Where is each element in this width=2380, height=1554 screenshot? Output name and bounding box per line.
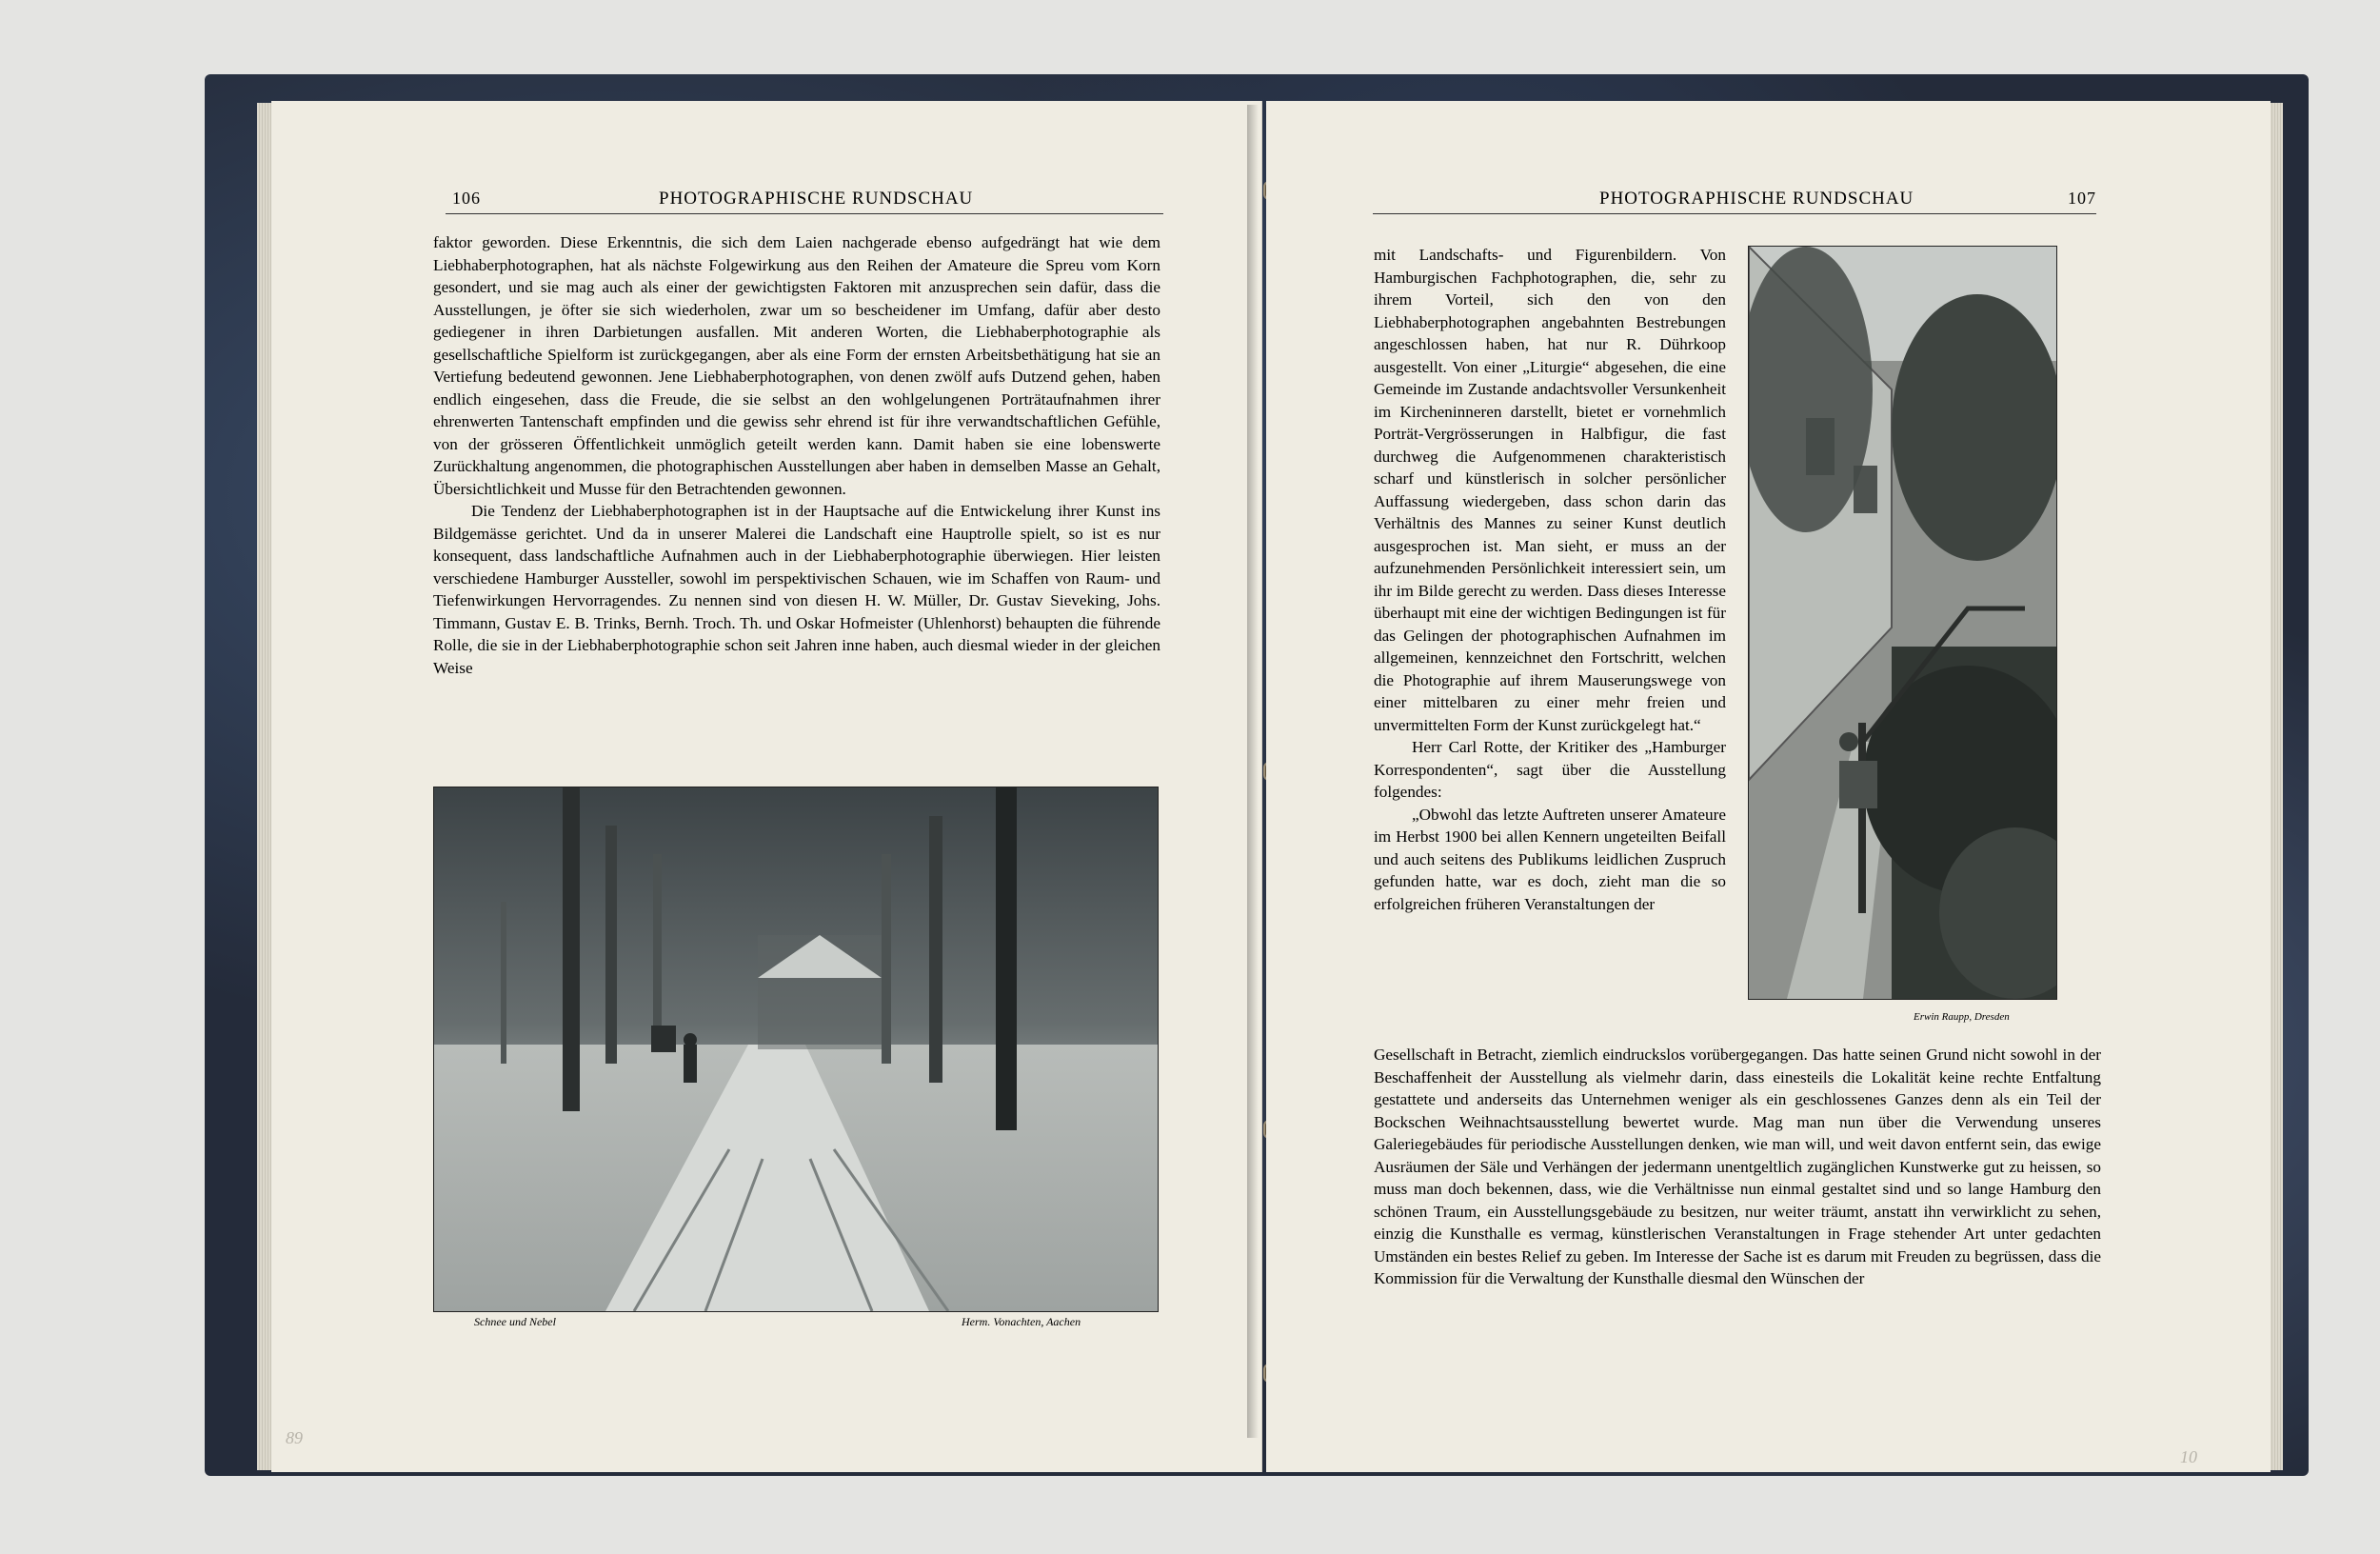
running-header-left: PHOTOGRAPHISCHE RUNDSCHAU xyxy=(659,189,974,209)
photo-caption-author: Herm. Vonachten, Aachen xyxy=(962,1315,1081,1328)
header-rule-right xyxy=(1373,213,2096,214)
photo-snow-and-fog xyxy=(433,787,1159,1312)
paragraph: mit Landschafts- und Figurenbildern. Von Hamburgischen Fachphotographen, die, sehr zu ihrem Vorteil, sich den von den Liebhaberphotographen angebahnten Bestrebungen angeschlossen haben, hat nur R. Dührkoop ausgestellt. Von einer „Liturgie“ abgesehen, die eine Gemeinde im Zustande andachtsvoller Versunkenheit im Kircheninneren darstellt, bietet er vornehmlich Porträt-Vergrösserungen in Halbfigur, die fast durchweg die Aufgenommenen charakteristisch scharf und künstlerisch in solcher persönlicher Auffassung wiedergeben, dass schon darin das Verhältnis des Mannes zu seiner Kunst deutlich ausgesprochen ist. Man sieht, er muss an der aufzunehmenden Persönlichkeit interessiert sein, um ihr im Bilde gerecht zu werden. Dass dieses Interesse überhaupt mit eine der wichtigen Bedingungen ist für das Gelingen der photographischen Aufnahmen im allgemeinen, kennzeichnet den Fortschritt, welchen die Photographie auf ihrem Mauserungswege von einer mittelbaren zu einer mehr freien und unvermittelten Form der Kunst zurückgelegt hat.“ xyxy=(1374,246,1726,734)
photo-caption-title: Schnee und Nebel xyxy=(474,1315,556,1328)
page-number-left: 106 xyxy=(452,189,481,208)
paragraph: faktor geworden. Diese Erkenntnis, die sich dem Laien nachgerade ebenso aufgedrängt hat wie dem Liebhaberphotographen, hat als nächste Folgewirkung aus den Reihen der Amateure die Spreu vom Korn gesondert, und sie mag auch als einer der gewichtigsten Faktoren mit anzusprechen sein dafür, dass die Ausstellungen, je öfter sie sich wiederholen, zwar um so bescheidener im Umfang, dafür aber desto gediegener in ihren Darbietungen ausfallen. Mit anderen Worten, die Liebhaberphotographie als gesellschaftliche Spielform ist zurückgegangen, aber als eine Form der ernsten Arbeitsbethätigung hat sie an Vertiefung bedeutend gewonnen. Jene Liebhaberphotographen, von denen zwölf aufs Dutzend gehen, haben endlich eingesehen, dass die Freude, die sie selbst an den wohlgelungenen Porträtaufnahmen ihrer ehrenwerten Tantenschaft empfinden und die gewiss sehr ehrend ist für ihre verwandtschaftlichen Gefühle, von der grösseren Öffentlichkeit unmöglich geteilt werden kann. Damit haben sie eine lobenswerte Zurückhaltung angenommen, die photographischen Ausstellungen aber haben in demselben Masse an Gehalt, Übersichtlichkeit und Musse für den Betrachtenden gewonnen. xyxy=(433,233,1160,498)
paragraph: Gesellschaft in Betracht, ziemlich eindruckslos vorübergegangen. Das hatte seinen Grund nicht sowohl in der Beschaffenheit der Ausstellung als vielmehr darin, dass einesteils die Lokalität keine rechte Entfaltung gestattete und anderseits das Unternehmen weniger als ein geschlossenes Ganzes denn als ein Teil der Bockschen Weihnachtsausstellung bewertet wurde. Mag man nun über die Verwendung unseres Galeriegebäudes für periodische Ausstellungen denken, wie man will, und weit davon entfernt sein, das ewige Ausräumen der Säle und Verhängen der jedermann unentgeltlich zugänglichen Kunstwerke gut zu heissen, so muss man doch bekennen, dass, wie die Verhältnisse nun einmal gestaltet sind und so lange Hamburg den schönen Traum, ein Ausstellungsgebäude zu besitzen, nur weiter träumt, anstatt ihn verwirklicht zu sehen, einzig die Kunsthalle es vermag, künstlerischen Veranstaltungen in Frage stehender Art unter gedachten Umständen ein bestes Relief zu geben. Im Interesse der Sache ist es darum mit Freuden zu begrüssen, dass die Kommission für die Verwaltung der Kunsthalle diesmal den Wünschen der xyxy=(1374,1046,2101,1287)
photo-caption-author: Erwin Raupp, Dresden xyxy=(1914,1011,2010,1023)
paragraph: Herr Carl Rotte, der Kritiker des „Hamburger Korrespondenten“, sagt über die Ausstellung folgendes: xyxy=(1374,738,1726,801)
paragraph: Die Tendenz der Liebhaberphotographen ist in der Hauptsache auf die Entwickelung ihrer Kunst ins Bildgemässe gerichtet. Und da in unserer Malerei die Landschaft eine Hauptrolle spielt, so ist es nur konsequent, dass landschaftliche Aufnahmen auch in der Liebhaberphotographie überwiegen. Hier leisten verschiedene Hamburger Aussteller, sowohl im perspektivischen Schauen, wie im Schaffen von Raum- und Tiefenwirkungen Hervorragendes. Zu nennen sind von diesen H. W. Müller, Dr. Gustav Sieveking, Johs. Timmann, Gustav E. B. Trinks, Bernh. Troch. Th. und Oskar Hofmeister (Uhlenhorst) behaupten die führende Rolle, die sie in der Liebhaberphotographie schon seit Jahren inne haben, auch diesmal wieder in der gleichen Weise xyxy=(433,502,1160,677)
photo-garden-house xyxy=(1748,246,2057,1000)
right-narrow-column xyxy=(1374,244,1726,915)
page-edges-left xyxy=(257,103,272,1470)
running-header-right: PHOTOGRAPHISCHE RUNDSCHAU xyxy=(1599,189,1914,209)
right-full-column xyxy=(1374,1044,2101,1290)
page-edges-right xyxy=(2270,103,2283,1470)
left-text-column xyxy=(433,231,1160,679)
pencil-mark: 10 xyxy=(2180,1447,2197,1466)
header-rule-left xyxy=(446,213,1163,214)
pencil-mark: 89 xyxy=(286,1428,303,1447)
page-number-right: 107 xyxy=(2068,189,2096,208)
paragraph: „Obwohl das letzte Auftreten unserer Amateure im Herbst 1900 bei allen Kennern ungeteilten Beifall und auch seitens des Publikums leidlichen Zuspruch gefunden hatte, war es doch, zieht man die so erfolgreichen früheren Veranstaltungen der xyxy=(1374,805,1726,913)
